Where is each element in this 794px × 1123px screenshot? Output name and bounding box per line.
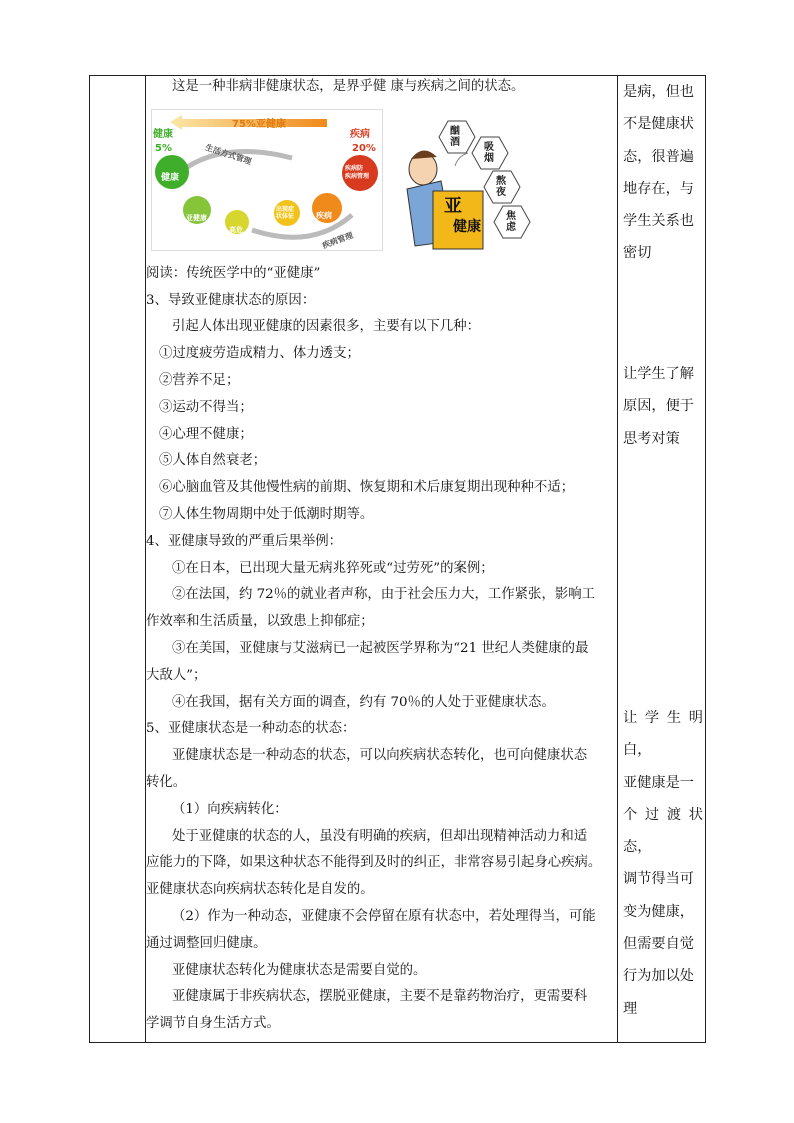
dynamic-line: 亚健康属于非疾病状态，摆脱亚健康，主要不是靠药物治疗，更需要科: [172, 989, 588, 1005]
section3-title: 3、导致亚健康状态的原因：: [146, 292, 316, 308]
lifestyle-label: 生活方式管理: [204, 142, 253, 167]
health-pct: 5%: [155, 142, 172, 154]
subhealth-pct-label: 75%亚健康: [232, 118, 286, 130]
hex-late-night: 熬夜: [496, 175, 506, 198]
section5-title: 5、亚健康状态是一种动态的状态：: [146, 721, 356, 737]
cause-item: ②营养不足；: [159, 372, 240, 388]
figures: [146, 101, 617, 261]
intro-line: 这是一种非病非健康状态，是界乎健 康与疾病之间的状态。: [172, 79, 525, 94]
consequence-line: ①在日本，已出现大量无病兆猝死或“过劳死”的案例；: [172, 560, 494, 576]
node-prevention: 疾病防 疾病管理: [345, 164, 370, 180]
side-note-1: 是病，但也 不是健康状 态，很普遍 地存在，与 学生关系也 密切: [623, 84, 694, 262]
health-cycle-figure: [151, 109, 383, 251]
dynamic-line: 通过调整回归健康。: [146, 935, 267, 951]
side-note-2: 让学生了解 原因，便于 思考对策: [623, 366, 694, 447]
reading-line: 阅读：传统医学中的“亚健康”: [146, 265, 321, 281]
hex-smoking: 吸烟: [484, 141, 494, 164]
cause-item: ④心理不健康；: [159, 426, 253, 442]
center-label-bottom: 健康: [453, 218, 481, 235]
consequence-line: ③在美国，亚健康与艾滋病已一起被医学界称为“21 世纪人类健康的最: [172, 640, 589, 656]
consequence-line: 大敌人”；: [146, 667, 207, 683]
subhealth-causes-figure: [393, 111, 548, 253]
node-subhealth: 亚健康: [186, 213, 207, 222]
consequence-line: 作效率和生活质量，以致患上抑郁症；: [146, 614, 374, 630]
dynamic-line: 处于亚健康的状态的人，虽没有明确的疾病，但却出现精神活动力和适: [172, 828, 588, 844]
node-highrisk: 高危: [229, 225, 243, 234]
disease-pct: 20%: [352, 142, 376, 154]
cause-item: ③运动不得当；: [159, 399, 253, 415]
hex-drinking: 酗酒: [450, 125, 460, 148]
disease-label: 疾病: [350, 128, 370, 140]
cause-item: ⑦人体生物周期中处于低潮时期等。: [159, 506, 374, 522]
node-symptom: 出现症 状体征: [276, 205, 295, 220]
section3-intro: 引起人体出现亚健康的因素很多，主要有以下几种：: [172, 319, 480, 335]
center-label-top: 亚: [444, 195, 462, 217]
consequence-line: ④在我国，据有关方面的调查，约有 70％的人处于亚健康状态。: [172, 694, 555, 710]
dynamic-line: 应能力的下降，如果这种状态不能得到及时的纠正，非常容易引起身心疾病。: [146, 855, 602, 871]
dynamic-line: （2）作为一种动态，亚健康不会停留在原有状态中，若处理得当，可能: [172, 908, 596, 924]
section4-title: 4、亚健康导致的严重后果举例：: [146, 533, 342, 549]
lesson-table: [89, 75, 706, 1043]
cause-item: ⑥心脑血管及其他慢性病的前期、恢复期和术后康复期出现种种不适；: [159, 480, 575, 496]
hex-anxiety: 焦虑: [506, 210, 516, 233]
node-disease: 疾病: [316, 210, 332, 220]
disease-mgmt-label: 疾病管理: [321, 230, 355, 251]
cause-item: ①过度疲劳造成精力、体力透支；: [159, 346, 360, 362]
health-label: 健康: [153, 128, 173, 140]
cause-item: ⑤人体自然衰老；: [159, 453, 267, 469]
consequence-line: ②在法国，约 72％的就业者声称，由于社会压力大，工作紧张，影响工: [172, 587, 596, 603]
node-health: 健康: [161, 172, 180, 183]
column-divider-2: [617, 76, 618, 1042]
dynamic-line: （1）向疾病转化：: [172, 801, 288, 817]
side-note-3: 让学生明白， 亚健康是一 个过渡状态， 调节得当可 变为健康， 但需要自觉 行为加以处 理: [623, 710, 703, 1017]
dynamic-line: 亚健康状态是一种动态的状态，可以向疾病状态转化，也可向健康状态: [172, 748, 588, 764]
dynamic-line: 亚健康状态转化为健康状态是需要自觉的。: [172, 962, 427, 978]
dynamic-line: 亚健康状态向疾病状态转化是自发的。: [146, 882, 374, 898]
dynamic-line: 学调节自身生活方式。: [146, 1016, 280, 1032]
content-column: [146, 76, 617, 1038]
dynamic-line: 转化。: [146, 774, 187, 790]
